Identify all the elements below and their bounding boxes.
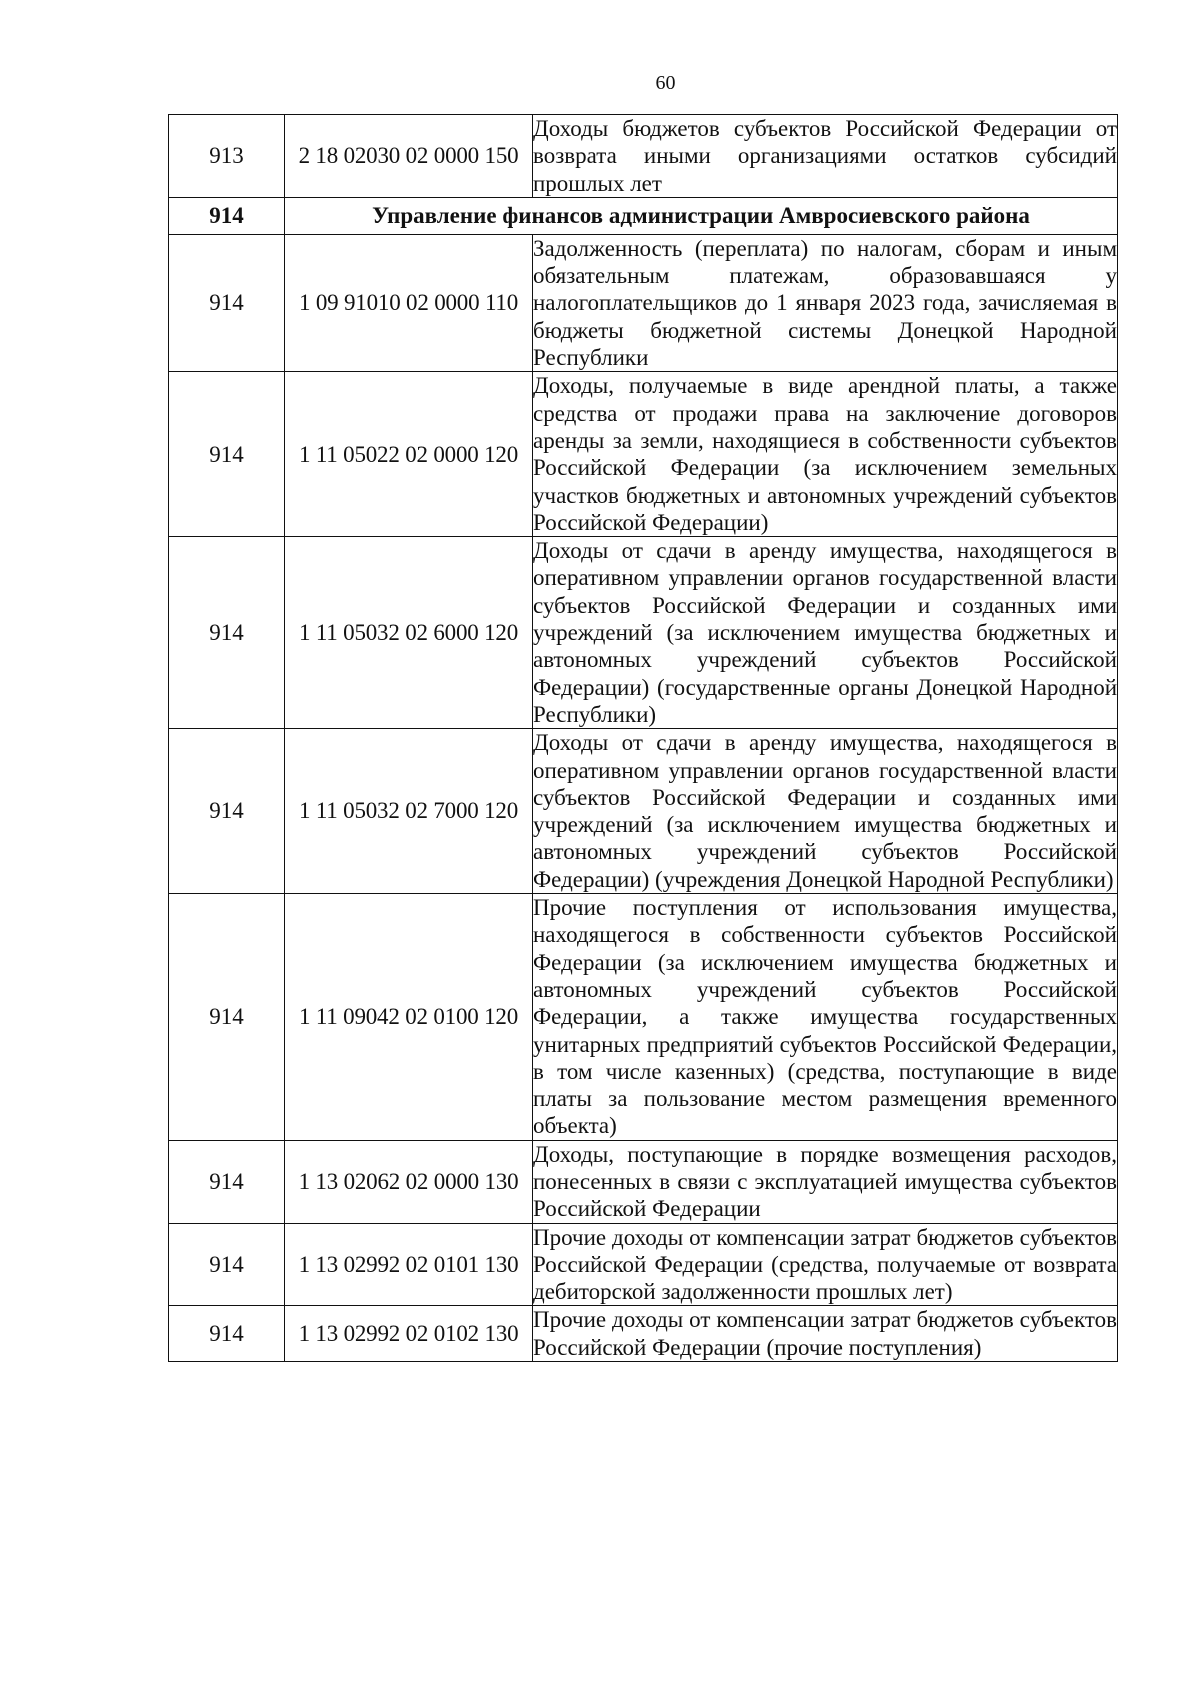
description-cell: Прочие доходы от компенсации затрат бюджетов субъектов Российской Федерации (средства, получаемые от возврата дебиторской задолженности прошлых лет) bbox=[533, 1224, 1117, 1305]
budget-code-cell: 1 09 91010 02 0000 110 bbox=[285, 234, 533, 371]
budget-code-cell: 1 11 09042 02 0100 120 bbox=[285, 894, 533, 1141]
budget-code-cell: 1 13 02992 02 0101 130 bbox=[285, 1223, 533, 1306]
budget-code-cell: 1 13 02062 02 0000 130 bbox=[285, 1140, 533, 1223]
description-cell: Прочие доходы от компенсации затрат бюджетов субъектов Российской Федерации (прочие поступления) bbox=[533, 1307, 1117, 1360]
description-cell: Доходы бюджетов субъектов Российской Федерации от возврата иными организациями остатков субсидий прошлых лет bbox=[533, 116, 1117, 196]
table-row bbox=[169, 1223, 1118, 1306]
admin-code-cell: 914 bbox=[169, 1306, 285, 1362]
budget-code-cell: 1 11 05032 02 6000 120 bbox=[285, 537, 533, 729]
admin-code-cell: 914 bbox=[169, 234, 285, 371]
table-row bbox=[169, 1140, 1118, 1223]
page-number: 60 bbox=[655, 72, 676, 94]
budget-code-cell: 1 11 05032 02 7000 120 bbox=[285, 729, 533, 894]
table-row bbox=[169, 1306, 1118, 1362]
description-cell: Задолженность (переплата) по налогам, сборам и иным обязательным платежам, образовавшаяся у налогоплательщиков до 1 января 2023 года, зачисляемая в бюджеты бюджетной системы Донецкой Народной Республики bbox=[533, 235, 1117, 371]
section-header-row bbox=[169, 197, 1118, 234]
admin-code-cell: 914 bbox=[169, 1140, 285, 1223]
description-cell: Доходы, получаемые в виде арендной платы, а также средства от продажи права на заключение договоров аренды за земли, находящиеся в собственности субъектов Российской Федерации (за исключением земельных участков бюджетных и автономных учреждений субъектов Российской Федерации) bbox=[533, 373, 1117, 535]
table-row bbox=[169, 729, 1118, 894]
admin-code-cell: 914 bbox=[169, 894, 285, 1141]
table-row bbox=[169, 372, 1118, 537]
admin-code-cell: 914 bbox=[169, 372, 285, 537]
admin-code-cell: 914 bbox=[169, 1223, 285, 1306]
table-row bbox=[169, 115, 1118, 198]
budget-code-cell: 1 11 05022 02 0000 120 bbox=[285, 372, 533, 537]
description-cell: Доходы от сдачи в аренду имущества, находящегося в оперативном управлении органов государственной власти субъектов Российской Федерации и созданных ими учреждений (за исключением имущества бюджетных и автономных учреждений субъектов Российской Федерации) (государственные органы Донецкой Народной Республики) bbox=[533, 538, 1117, 727]
table-row bbox=[169, 234, 1118, 371]
description-cell: Прочие поступления от использования имущества, находящегося в собственности субъектов Российской Федерации (за исключением имущества бюджетных и автономных учреждений субъектов Российской Федерации, а также имущества государственных унитарных предприятий субъектов Российской Федерации, в том числе казенных) (средства, поступающие в виде платы за пользование местом размещения временного объекта) bbox=[533, 895, 1117, 1139]
description-cell: Доходы от сдачи в аренду имущества, находящегося в оперативном управлении органов государственной власти субъектов Российской Федерации и созданных ими учреждений (за исключением имущества бюджетных и автономных учреждений субъектов Российской Федерации) (учреждения Донецкой Народной Республики) bbox=[533, 730, 1117, 892]
table-row bbox=[169, 537, 1118, 729]
admin-code-cell: 914 bbox=[169, 197, 285, 234]
admin-code-cell: 914 bbox=[169, 729, 285, 894]
section-title: Управление финансов администрации Амвросиевского района bbox=[285, 197, 1118, 234]
budget-classification-table bbox=[168, 114, 1118, 1362]
description-cell: Доходы, поступающие в порядке возмещения расходов, понесенных в связи с эксплуатацией имущества субъектов Российской Федерации bbox=[533, 1141, 1117, 1222]
table-row bbox=[169, 894, 1118, 1141]
budget-code-cell: 1 13 02992 02 0102 130 bbox=[285, 1306, 533, 1362]
admin-code-cell: 914 bbox=[169, 537, 285, 729]
budget-code-cell: 2 18 02030 02 0000 150 bbox=[285, 115, 533, 198]
admin-code-cell: 913 bbox=[169, 115, 285, 198]
